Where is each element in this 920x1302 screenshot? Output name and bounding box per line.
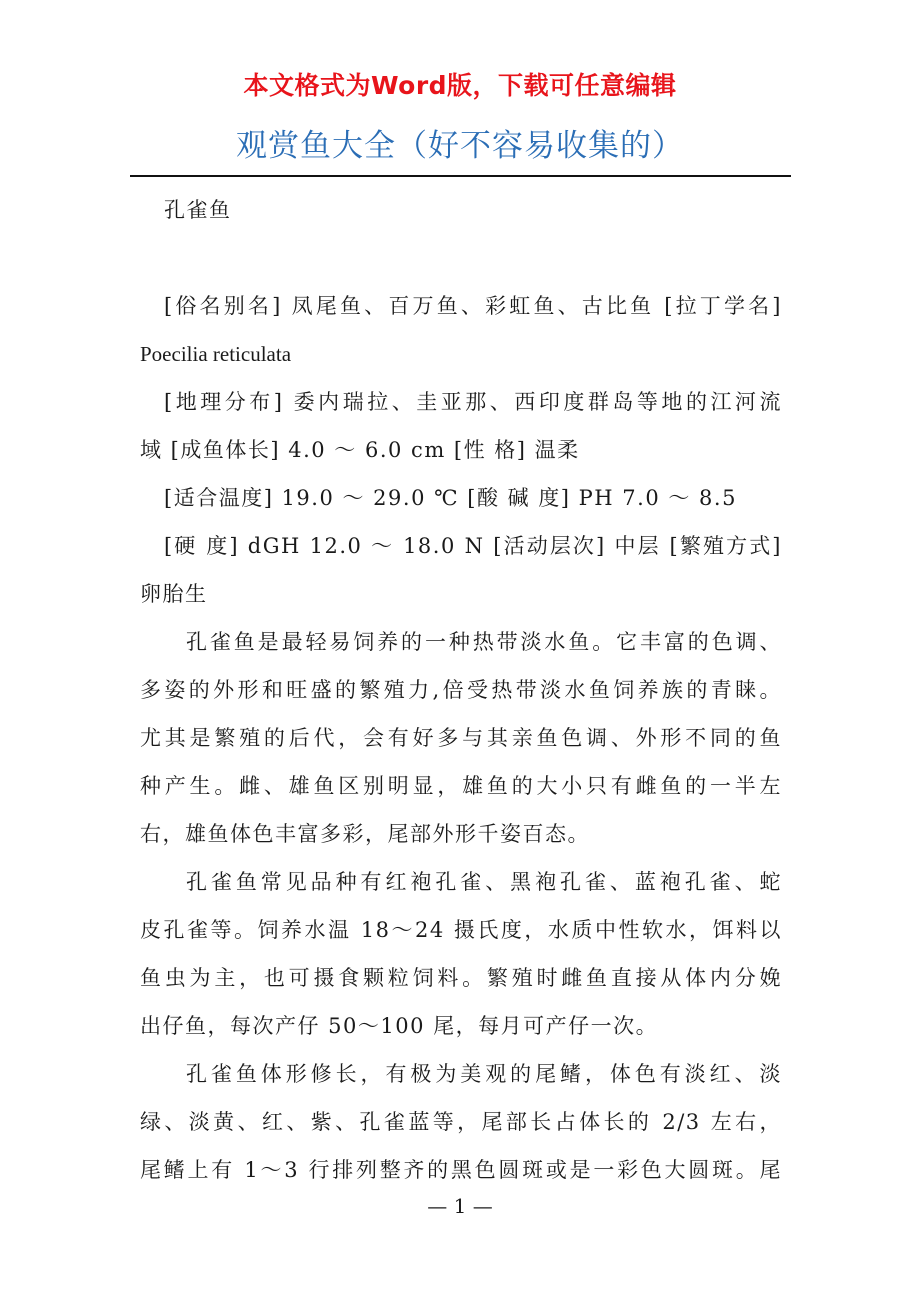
text-line: [适合温度] 19.0 ～ 29.0 ℃ [酸 碱 度] PH 7.0 ～ 8.5 [164, 486, 737, 510]
text-line: [硬 度] dGH 12.0 ～ 18.0 N [活动层次] 中层 [繁殖方式] [164, 534, 782, 558]
title-divider [130, 175, 791, 177]
paragraph-line: 皮孔雀等。饲养水温 18～24 摄氏度，水质中性软水，饵料以 [140, 918, 782, 942]
paragraph-line: 尤其是繁殖的后代，会有好多与其亲鱼色调、外形不同的鱼 [140, 726, 782, 750]
document-body [140, 186, 782, 1194]
paragraph-line: 种产生。雌、雄鱼区别明显，雄鱼的大小只有雌鱼的一半左 [140, 774, 782, 798]
paragraph-line: 出仔鱼，每次产仔 50～100 尾，每月可产仔一次。 [140, 1014, 659, 1038]
paragraph-line: 尾鳍上有 1～3 行排列整齐的黑色圆斑或是一彩色大圆斑。尾 [140, 1158, 782, 1182]
paragraph-line: 孔雀鱼常见品种有红袍孔雀、黑袍孔雀、蓝袍孔雀、蛇 [186, 870, 782, 894]
paragraph-line: 孔雀鱼体形修长，有极为美观的尾鳍，体色有淡红、淡 [186, 1062, 782, 1086]
text-line: [地理分布] 委内瑞拉、圭亚那、西印度群岛等地的江河流 [164, 390, 782, 414]
text-line: [俗名别名] 凤尾鱼、百万鱼、彩虹鱼、古比鱼 [拉丁学名] [164, 294, 782, 318]
format-notice: 本文格式为Word版，下载可任意编辑 [243, 71, 677, 100]
text-line: Poecilia reticulata [140, 342, 292, 366]
blank-line [140, 234, 782, 282]
paragraph-line: 右，雄鱼体色丰富多彩，尾部外形千姿百态。 [140, 822, 590, 846]
text-line: 卵胎生 [140, 582, 208, 606]
section-heading: 孔雀鱼 [164, 198, 232, 222]
paragraph-line: 多姿的外形和旺盛的繁殖力,倍受热带淡水鱼饲养族的青睐。 [140, 678, 782, 702]
paragraph-line: 绿、淡黄、红、紫、孔雀蓝等，尾部长占体长的 2/3 左右， [140, 1110, 782, 1134]
page-number: — 1 — [427, 1194, 493, 1218]
document-title: 观赏鱼大全（好不容易收集的） [236, 128, 684, 164]
text-line: 域 [成鱼体长] 4.0 ～ 6.0 cm [性 格] 温柔 [140, 438, 580, 462]
paragraph-line: 鱼虫为主，也可摄食颗粒饲料。繁殖时雌鱼直接从体内分娩 [140, 966, 782, 990]
paragraph-line: 孔雀鱼是最轻易饲养的一种热带淡水鱼。它丰富的色调、 [186, 630, 782, 654]
